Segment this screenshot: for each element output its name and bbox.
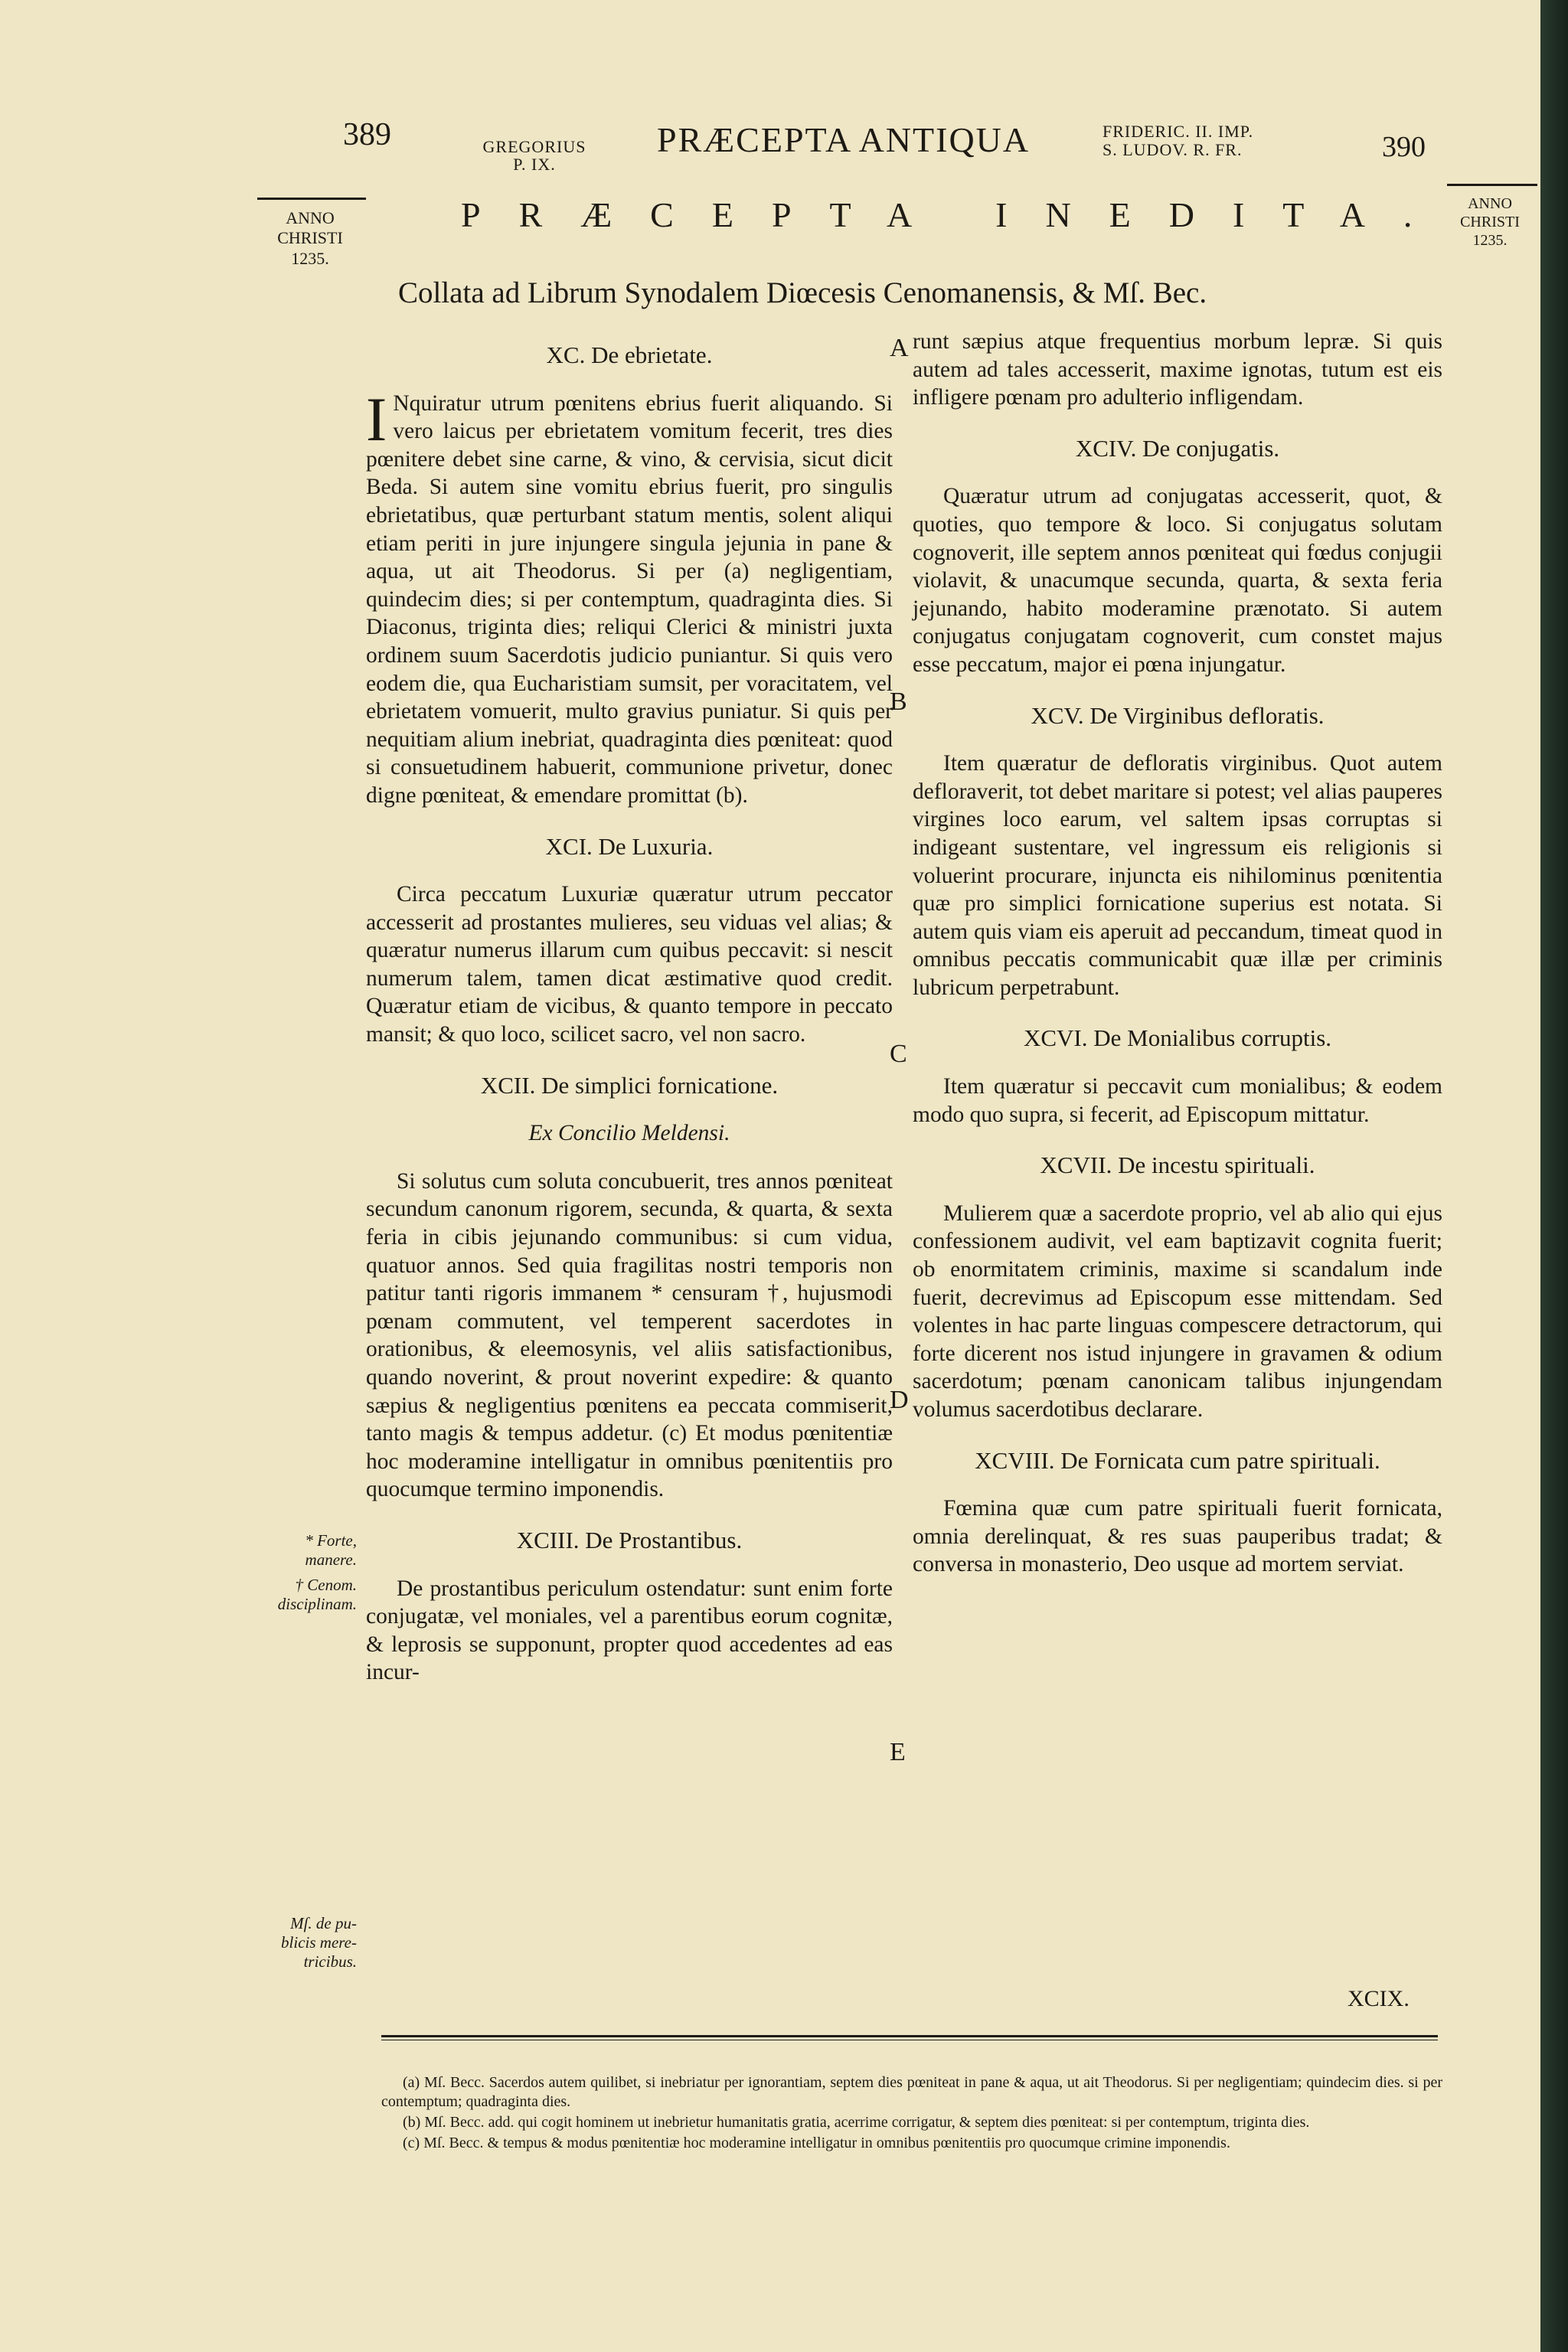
paragraph-xciii: De prostantibus periculum ostendatur: sunt enim forte conjugatæ, vel moniales, vel a parentibus eorum cognitæ, & leprosis se supponunt, propter quod accedentes ad eas incur- xyxy=(366,1576,893,1685)
margin-letter-e: E xyxy=(890,1738,906,1766)
anno-line: 1235. xyxy=(291,248,329,268)
section-subtitle: Collata ad Librum Synodalem Diœcesis Cenomanensis, & Mſ. Bec. xyxy=(398,276,1207,309)
chapter-heading-xcv: XCV. De Virginibus defloratis. xyxy=(1031,701,1325,729)
section-title: PRÆCEPTA INEDITA. xyxy=(461,195,1451,234)
margin-letter-b: B xyxy=(890,688,907,716)
anno-rule-left xyxy=(257,198,366,200)
right-column xyxy=(913,328,1442,1579)
anno-line: CHRISTI xyxy=(277,228,343,248)
author-right-line: FRIDERIC. II. IMP. xyxy=(1102,122,1254,141)
footnote-rule xyxy=(381,2035,1438,2037)
margin-note-line: blicis mere- xyxy=(281,1933,357,1952)
margin-letter-c: C xyxy=(890,1040,907,1068)
margin-note-forte xyxy=(250,1531,357,1570)
page-number-right: 390 xyxy=(1382,131,1426,163)
paragraph-xciv: Quæratur utrum ad conjugatas accesserit, quot, & quoties, quo tempore & loco. Si conjugatus solutam cognoverit, ille septem annos pœniteat qui fœdus conjugii violavit, & unacumque secunda, quarta, & sexta feria jejunando, habito moderamine prænotato. Si autem conjugatus conjugatam cognoverit, cum constet majus esse peccatum, major ei pœna injungatur. xyxy=(913,484,1442,677)
chapter-heading-xcvii: XCVII. De incestu spirituali. xyxy=(1040,1152,1315,1179)
footnote-c: (c) Mſ. Becc. & tempus & modus pœnitentiæ hoc moderamine intelligatur in omnibus pœnitentiis pro quocumque crimine imponendis. xyxy=(403,2135,1230,2151)
chapter-heading-xciii: XCIII. De Prostantibus. xyxy=(516,1526,743,1553)
margin-note-line: † Cenom. xyxy=(295,1576,357,1594)
left-column xyxy=(366,341,893,1687)
anno-line: 1235. xyxy=(1472,232,1508,249)
anno-line: ANNO xyxy=(1468,195,1512,212)
paragraph-text: Nquiratur utrum pœnitens ebrius fuerit aliquando. Si vero laicus per ebrietatem vomitum fecerit, tres dies pœnitere debet sine carne, & vino, & cervisia, sicut dicit Beda. Si autem sine vomitu ebrius fuerit, pro singulis ebrietatibus, quæ perturbant statum mentis, solent aliqui etiam periti in jure injungere singula jejunia in pane & aqua, ut ait Theodorus. Si per (a) negligentiam, quindecim dies; si per contemptum, quadraginta dies. Si Diaconus, triginta dies; reliqui Clerici & ministri juxta ordinem suum Sacerdotis judicio puniantur. Si quis vero eodem die, qua Eucharistiam sumsit, per voracitatem, vel ebrietatem vomuerit, multo gravius puniatur. Si quis per nequitiam alium inebriat, quadraginta dies pœniteat: quod si consuetudinem habuerit, communione privetur, donec digne pœniteat, & emendare promittat (b). xyxy=(366,390,893,808)
author-left-line: GREGORIUS xyxy=(482,137,586,156)
chapter-source: Ex Concilio Meldensi. xyxy=(528,1121,730,1146)
chapter-heading-xciv: XCIV. De conjugatis. xyxy=(1075,434,1280,462)
author-left-line: P. IX. xyxy=(513,155,556,175)
margin-letter-d: D xyxy=(890,1386,909,1414)
chapter-heading-xci: XCI. De Luxuria. xyxy=(545,832,714,860)
margin-note-line: tricibus. xyxy=(303,1952,357,1971)
running-title: PRÆCEPTA ANTIQUA xyxy=(657,120,1031,159)
paragraph-xc xyxy=(366,384,893,810)
catchword: XCIX. xyxy=(1348,1986,1410,2011)
margin-note-cenom xyxy=(250,1576,357,1614)
paragraph-continuation: runt sæpius atque frequentius morbum lepræ. Si quis autem ad tales accesserit, maxime ignotas, tutum est eis infligere pœnam pro adulterio infligendam. xyxy=(913,329,1442,410)
margin-note-line: disciplinam. xyxy=(277,1595,357,1614)
margin-note-line: * Forte, xyxy=(305,1531,357,1550)
drop-cap: I xyxy=(366,384,387,454)
page-number-left: 389 xyxy=(343,117,391,152)
chapter-heading-xcii: XCII. De simplici fornicatione. xyxy=(480,1071,779,1099)
chapter-heading-xcviii: XCVIII. De Fornicata cum patre spirituali. xyxy=(975,1446,1380,1474)
footnote-b: (b) Mſ. Becc. add. qui cogit hominem ut inebrietur humanitatis gratia, acerrime corrigatur, & septem dies pœniteat: si per contemptum, triginta dies. xyxy=(403,2114,1310,2131)
margin-note-line: Mſ. de pu- xyxy=(290,1914,357,1932)
paragraph-xcvi: Item quæratur si peccavit cum monialibus; & eodem modo quo supra, si fecerit, ad Episcopum mittatur. xyxy=(913,1074,1442,1127)
footnotes xyxy=(381,2073,1442,2154)
running-author-right xyxy=(1102,122,1317,159)
anno-line: ANNO xyxy=(286,208,335,227)
chapter-heading-xcvi: XCVI. De Monialibus corruptis. xyxy=(1023,1024,1332,1052)
book-spine-edge xyxy=(1540,0,1568,2352)
anno-christi-left xyxy=(253,208,368,269)
margin-letter-a: A xyxy=(890,334,909,362)
paragraph-xcviii: Fœmina quæ cum patre spirituali fuerit fornicata, omnia derelinquat, & res suas pauperibus tradat; & conversa in monasterio, Deo usque ad mortem serviat. xyxy=(913,1496,1442,1577)
author-right-line: S. LUDOV. R. FR. xyxy=(1102,140,1243,160)
margin-note-line: manere. xyxy=(305,1550,357,1570)
anno-line: CHRISTI xyxy=(1460,214,1520,230)
anno-rule-right xyxy=(1447,184,1537,186)
paragraph-xcvii: Mulierem quæ a sacerdote proprio, vel ab alio qui ejus confessionem audivit, vel eam baptizavit cognita fuerit; ob enormitatem criminis, maxime si scandalum inde fuerit, decrevimus ad Episcopum esse mittendam. Sed volentes in hac parte linguas compescere detractorum, qui forte dicerent nos istud injungere in gravamen & odium sacerdotum; pœnam canonicam talibus injungendam volumus sacerdotibus declarare. xyxy=(913,1200,1442,1422)
paragraph-xcv: Item quæratur de defloratis virginibus. Quot autem defloraverit, tot debet maritare si potest; vel alias pauperes virgines loco earum, vel saltem ipsas corruptas si indigeant sustentare, vel ingressum eis religionis si voluerint procurare, injuncta eis nihilominus pœnitentia quæ pro simplici fornicatione superius est notata. Si autem quis viam eis aperuit ad peccandum, timeat quod in omnibus peccatis communicabit quæ illæ per criminis lubricum perpetrabunt. xyxy=(913,751,1442,1000)
margin-note-ms xyxy=(250,1914,357,1972)
footnote-a: (a) Mſ. Becc. Sacerdos autem quilibet, si inebriatur per ignorantiam, septem dies pœniteat in pane & aqua, ut ait Theodorus. Si per negligentiam; quindecim dies. si per contemptum; quadraginta dies. xyxy=(381,2074,1442,2110)
chapter-heading-xc: XC. De ebrietate. xyxy=(546,341,713,368)
anno-christi-right xyxy=(1443,194,1537,250)
running-author-left xyxy=(473,138,596,173)
paragraph-xcii: Si solutus cum soluta concubuerit, tres annos pœniteat secundum canonum rigorem, secunda, & quarta, & sexta feria in cibis jejunando communibus: si cum vidua, quatuor annos. Sed quia fragilitas nostri temporis non patitur tanti rigoris immanem * censuram †, hujusmodi pœnam commutent, vel temperent sacerdotes in orationibus, & eleemosynis, vel aliis satisfactionibus, quando noverint, & prout noverint expedire: & quanto sæpius & negligentius pœnitens ea peccata commiserit, tanto magis & tempus addetur. (c) Et modus pœnitentiæ hoc moderamine intelligatur in omnibus pœnitentiis pro quocumque termino imponendis. xyxy=(366,1168,893,1502)
paragraph-xci: Circa peccatum Luxuriæ quæratur utrum peccator accesserit ad prostantes mulieres, seu viduas vel alias; & quæratur numerus illarum cum quibus peccavit: si nescit numerum talem, tamen dicat æstimative quod credit. Quæratur etiam de vicibus, & quanto tempore in peccato mansit; & quo loco, scilicet sacro, vel non sacro. xyxy=(366,882,893,1047)
